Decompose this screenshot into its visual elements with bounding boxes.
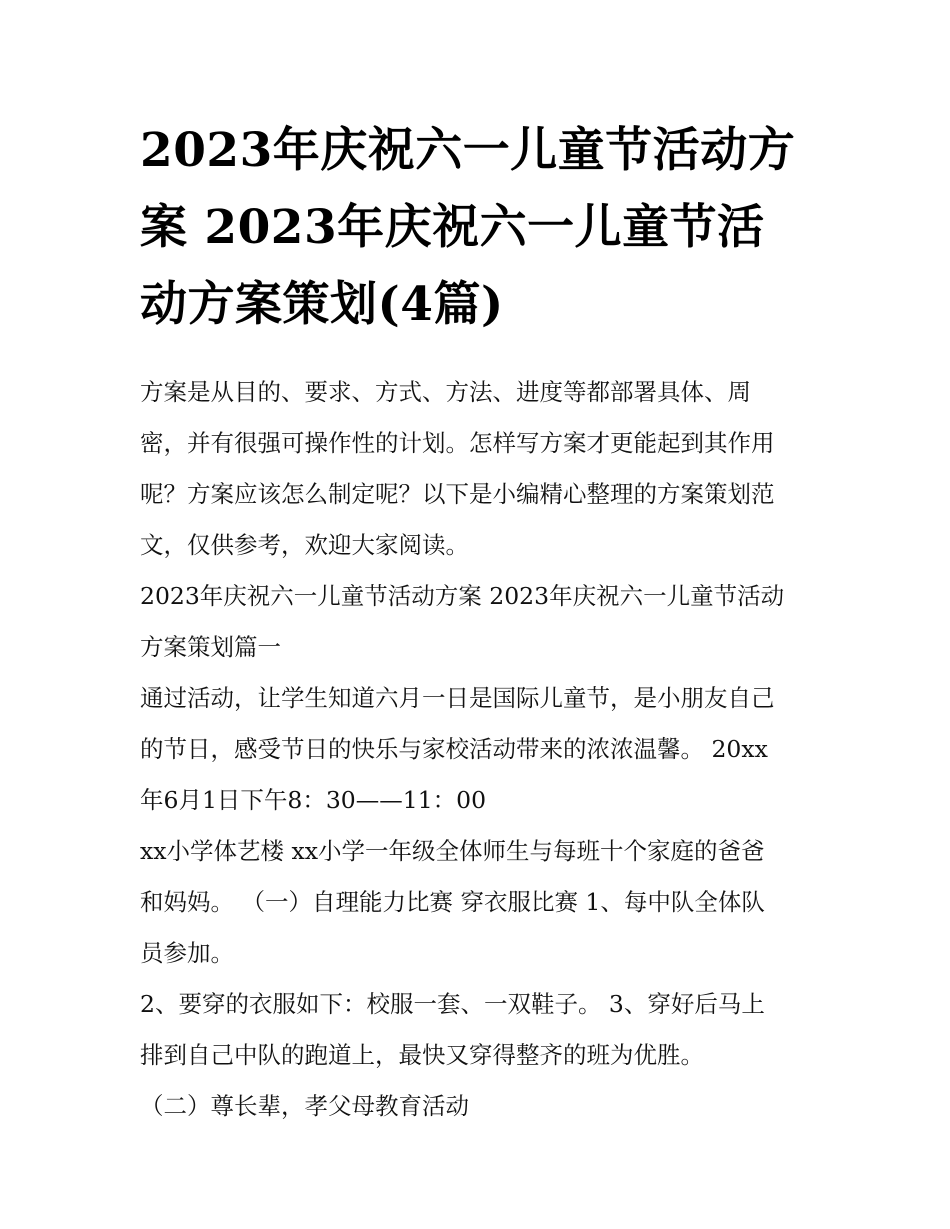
text-line: 和妈妈。 （一）自理能力比赛 穿衣服比赛 1、每中队全体队 <box>140 888 765 916</box>
text-line: 年6月1日下午8：30——11：00 <box>140 786 487 814</box>
text-line: 排到自己中队的跑道上，最快又穿得整齐的班为优胜。 <box>140 1041 704 1069</box>
paragraph-purpose-time <box>140 673 820 826</box>
text-line: 呢？方案应该怎么制定呢？以下是小编精心整理的方案策划范 <box>140 480 775 508</box>
title-line: 动方案策划(4篇) <box>140 277 504 332</box>
paragraph-intro <box>140 367 820 571</box>
text-line: 的节日，感受节日的快乐与家校活动带来的浓浓温馨。 20xx <box>140 735 768 763</box>
text-line: 2023年庆祝六一儿童节活动方案 2023年庆祝六一儿童节活动 <box>140 582 785 610</box>
paragraph-subheading <box>140 1081 820 1132</box>
text-line: 密，并有很强可操作性的计划。怎样写方案才更能起到其作用 <box>140 429 775 457</box>
text-line: 通过活动，让学生知道六月一日是国际儿童节，是小朋友自己 <box>140 684 775 712</box>
text-line: 文，仅供参考，欢迎大家阅读。 <box>140 531 469 559</box>
text-line: 员参加。 <box>140 939 234 967</box>
text-line: 2、要穿的衣服如下：校服一套、一双鞋子。 3、穿好后马上 <box>140 990 765 1018</box>
document-page <box>140 112 820 1132</box>
paragraph-location-participants <box>140 826 820 979</box>
text-line: xx小学体艺楼 xx小学一年级全体师生与每班十个家庭的爸爸 <box>140 837 765 865</box>
document-body <box>140 367 820 1132</box>
paragraph-section-heading <box>140 571 820 673</box>
title-line: 案 2023年庆祝六一儿童节活 <box>140 200 765 255</box>
title-line: 2023年庆祝六一儿童节活动方 <box>140 123 796 178</box>
text-line: 方案策划篇一 <box>140 633 281 661</box>
paragraph-rules <box>140 979 820 1081</box>
text-line: 方案是从目的、要求、方式、方法、进度等都部署具体、周 <box>140 378 751 406</box>
document-title <box>140 112 820 343</box>
text-line: （二）尊长辈，孝父母教育活动 <box>140 1092 469 1120</box>
